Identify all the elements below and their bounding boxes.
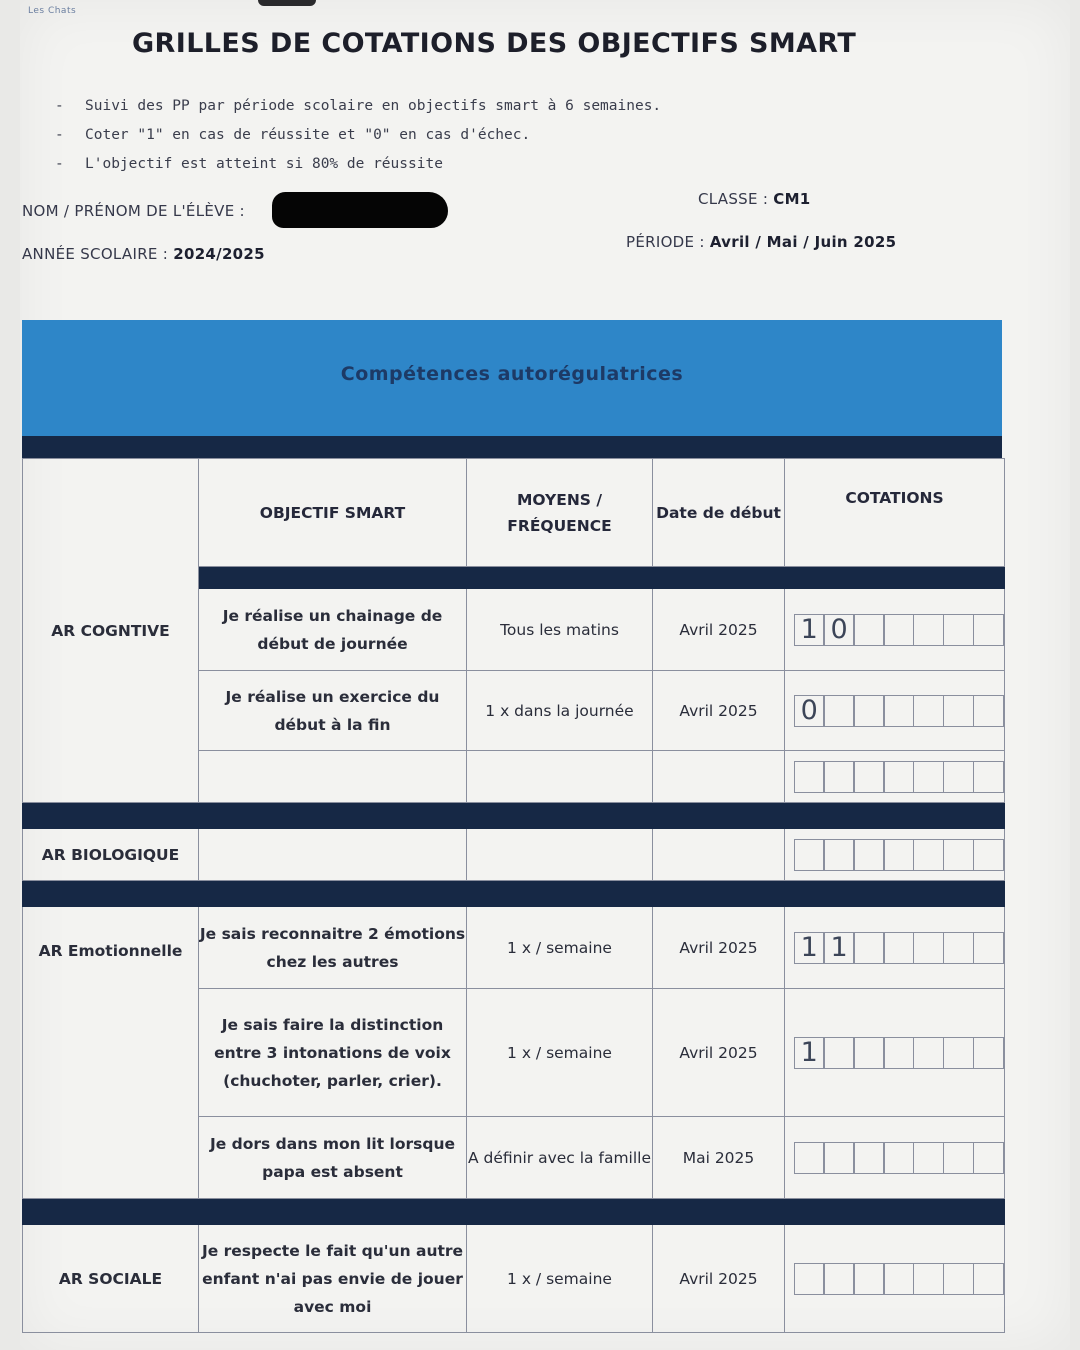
rating-box[interactable] bbox=[913, 839, 944, 871]
objective-row bbox=[23, 1225, 1005, 1333]
rating-box[interactable] bbox=[823, 1263, 854, 1295]
rating-box[interactable] bbox=[943, 1142, 974, 1174]
ratings-cell bbox=[785, 907, 1005, 989]
rating-box[interactable] bbox=[943, 614, 974, 646]
rating-box[interactable] bbox=[883, 695, 914, 727]
start-date-cell: Avril 2025 bbox=[653, 589, 785, 671]
rating-box[interactable] bbox=[794, 761, 825, 793]
divider-row bbox=[23, 803, 1005, 829]
objective-cell: Je réalise un exercice du début à la fin bbox=[199, 671, 467, 751]
class-field bbox=[698, 190, 811, 208]
objective-row bbox=[23, 907, 1005, 989]
rating-box[interactable]: 1 bbox=[794, 1037, 825, 1069]
divider-cell bbox=[199, 567, 1005, 589]
rating-box[interactable] bbox=[853, 695, 884, 727]
rating-box[interactable] bbox=[973, 932, 1004, 964]
header-row bbox=[23, 459, 1005, 567]
school-year-label: ANNÉE SCOLAIRE : bbox=[22, 245, 169, 263]
rating-box[interactable] bbox=[973, 1037, 1004, 1069]
rating-box[interactable] bbox=[883, 839, 914, 871]
school-logo: Les Chats bbox=[28, 6, 77, 16]
start-date-cell: Avril 2025 bbox=[653, 907, 785, 989]
instruction-item: - Suivi des PP par période scolaire en objectifs smart à 6 semaines. bbox=[55, 98, 662, 114]
banner-divider bbox=[22, 436, 1002, 458]
column-header-means: MOYENS / FRÉQUENCE bbox=[467, 459, 653, 567]
period-field bbox=[626, 233, 896, 251]
binder-clip bbox=[258, 0, 316, 6]
rating-box[interactable]: 1 bbox=[794, 614, 825, 646]
rating-box[interactable] bbox=[913, 761, 944, 793]
period-value: Avril / Mai / Juin 2025 bbox=[709, 233, 897, 251]
redacted-name bbox=[272, 192, 448, 228]
instructions-list bbox=[55, 92, 661, 179]
document-title: GRILLES DE COTATIONS DES OBJECTIFS SMART bbox=[132, 28, 857, 59]
ratings-cell bbox=[785, 671, 1005, 751]
means-cell: 1 x dans la journée bbox=[467, 671, 653, 751]
rating-grid bbox=[22, 458, 1005, 1333]
ratings-cell bbox=[785, 751, 1005, 803]
rating-box[interactable] bbox=[913, 1142, 944, 1174]
instruction-item: - Coter "1" en cas de réussite et "0" en cas d'échec. bbox=[55, 127, 531, 143]
rating-box[interactable] bbox=[943, 695, 974, 727]
column-header-start-date: Date de début bbox=[653, 459, 785, 567]
means-cell: 1 x / semaine bbox=[467, 1225, 653, 1333]
divider-row bbox=[23, 881, 1005, 907]
ratings-cell bbox=[785, 1225, 1005, 1333]
school-year-field bbox=[22, 245, 265, 263]
objective-cell bbox=[199, 751, 467, 803]
column-header-ratings: COTATIONS bbox=[785, 459, 1005, 567]
divider-row bbox=[23, 1199, 1005, 1225]
rating-box[interactable] bbox=[794, 1263, 825, 1295]
rating-box[interactable] bbox=[853, 1263, 884, 1295]
rating-box[interactable] bbox=[913, 932, 944, 964]
rating-box[interactable] bbox=[794, 1142, 825, 1174]
divider-cell bbox=[23, 1199, 1005, 1225]
rating-box[interactable] bbox=[883, 1263, 914, 1295]
rating-box[interactable] bbox=[823, 1037, 854, 1069]
start-date-cell bbox=[653, 829, 785, 881]
rating-box[interactable]: 1 bbox=[794, 932, 825, 964]
rating-box[interactable]: 1 bbox=[823, 932, 854, 964]
means-cell bbox=[467, 829, 653, 881]
rating-box[interactable] bbox=[943, 839, 974, 871]
rating-box[interactable] bbox=[943, 1037, 974, 1069]
rating-box[interactable] bbox=[853, 932, 884, 964]
rating-box[interactable] bbox=[883, 1037, 914, 1069]
ratings-cell bbox=[785, 989, 1005, 1117]
rating-box[interactable] bbox=[853, 614, 884, 646]
class-value: CM1 bbox=[773, 190, 811, 208]
category-cell: AR SOCIALE bbox=[23, 1225, 199, 1333]
rating-box[interactable] bbox=[823, 839, 854, 871]
rating-box[interactable] bbox=[913, 614, 944, 646]
rating-box[interactable] bbox=[913, 1263, 944, 1295]
category-cell: AR Emotionnelle bbox=[23, 907, 199, 1199]
start-date-cell: Mai 2025 bbox=[653, 1117, 785, 1199]
category-cell: AR COGNTIVE bbox=[23, 459, 199, 803]
class-label: CLASSE : bbox=[698, 190, 769, 208]
means-cell: 1 x / semaine bbox=[467, 907, 653, 989]
rating-box[interactable] bbox=[913, 1037, 944, 1069]
rating-box[interactable] bbox=[794, 839, 825, 871]
category-cell: AR BIOLOGIQUE bbox=[23, 829, 199, 881]
rating-box[interactable] bbox=[883, 614, 914, 646]
rating-box[interactable] bbox=[853, 761, 884, 793]
objective-row bbox=[23, 829, 1005, 881]
rating-box[interactable] bbox=[973, 1142, 1004, 1174]
rating-box[interactable] bbox=[823, 761, 854, 793]
means-cell bbox=[467, 751, 653, 803]
rating-box[interactable] bbox=[973, 695, 1004, 727]
instruction-item: - L'objectif est atteint si 80% de réussite bbox=[55, 156, 443, 172]
rating-box[interactable] bbox=[913, 695, 944, 727]
rating-box[interactable] bbox=[943, 761, 974, 793]
rating-box[interactable] bbox=[973, 839, 1004, 871]
start-date-cell: Avril 2025 bbox=[653, 989, 785, 1117]
objective-cell: Je dors dans mon lit lorsque papa est absent bbox=[199, 1117, 467, 1199]
rating-box[interactable] bbox=[853, 839, 884, 871]
rating-box[interactable]: 0 bbox=[794, 695, 825, 727]
divider-cell bbox=[23, 803, 1005, 829]
rating-box[interactable]: 0 bbox=[823, 614, 854, 646]
document-page bbox=[20, 0, 1070, 1350]
rating-box[interactable] bbox=[883, 761, 914, 793]
school-year-value: 2024/2025 bbox=[173, 245, 265, 263]
section-banner bbox=[22, 320, 1002, 448]
rating-box[interactable] bbox=[853, 1142, 884, 1174]
column-header-objective: OBJECTIF SMART bbox=[199, 459, 467, 567]
divider-cell bbox=[23, 881, 1005, 907]
rating-box[interactable] bbox=[823, 695, 854, 727]
objective-cell: Je sais faire la distinction entre 3 intonations de voix (chuchoter, parler, crier). bbox=[199, 989, 467, 1117]
rating-box[interactable] bbox=[883, 932, 914, 964]
rating-box[interactable] bbox=[883, 1142, 914, 1174]
rating-box[interactable] bbox=[853, 1037, 884, 1069]
objective-cell: Je sais reconnaitre 2 émotions chez les autres bbox=[199, 907, 467, 989]
ratings-cell bbox=[785, 1117, 1005, 1199]
ratings-cell bbox=[785, 589, 1005, 671]
rating-box[interactable] bbox=[943, 932, 974, 964]
student-name-label: NOM / PRÉNOM DE L'ÉLÈVE : bbox=[22, 202, 245, 220]
rating-box[interactable] bbox=[973, 761, 1004, 793]
start-date-cell: Avril 2025 bbox=[653, 671, 785, 751]
objective-cell: Je respecte le fait qu'un autre enfant n'ai pas envie de jouer avec moi bbox=[199, 1225, 467, 1333]
start-date-cell: Avril 2025 bbox=[653, 1225, 785, 1333]
period-label: PÉRIODE : bbox=[626, 233, 705, 251]
rating-box[interactable] bbox=[823, 1142, 854, 1174]
rating-box[interactable] bbox=[943, 1263, 974, 1295]
banner-title: Compétences autorégulatrices bbox=[340, 363, 684, 385]
objective-cell bbox=[199, 829, 467, 881]
means-cell: 1 x / semaine bbox=[467, 989, 653, 1117]
ratings-cell bbox=[785, 829, 1005, 881]
rating-box[interactable] bbox=[973, 614, 1004, 646]
objective-cell: Je réalise un chainage de début de journée bbox=[199, 589, 467, 671]
means-cell: A définir avec la famille bbox=[467, 1117, 653, 1199]
rating-box[interactable] bbox=[973, 1263, 1004, 1295]
start-date-cell bbox=[653, 751, 785, 803]
means-cell: Tous les matins bbox=[467, 589, 653, 671]
